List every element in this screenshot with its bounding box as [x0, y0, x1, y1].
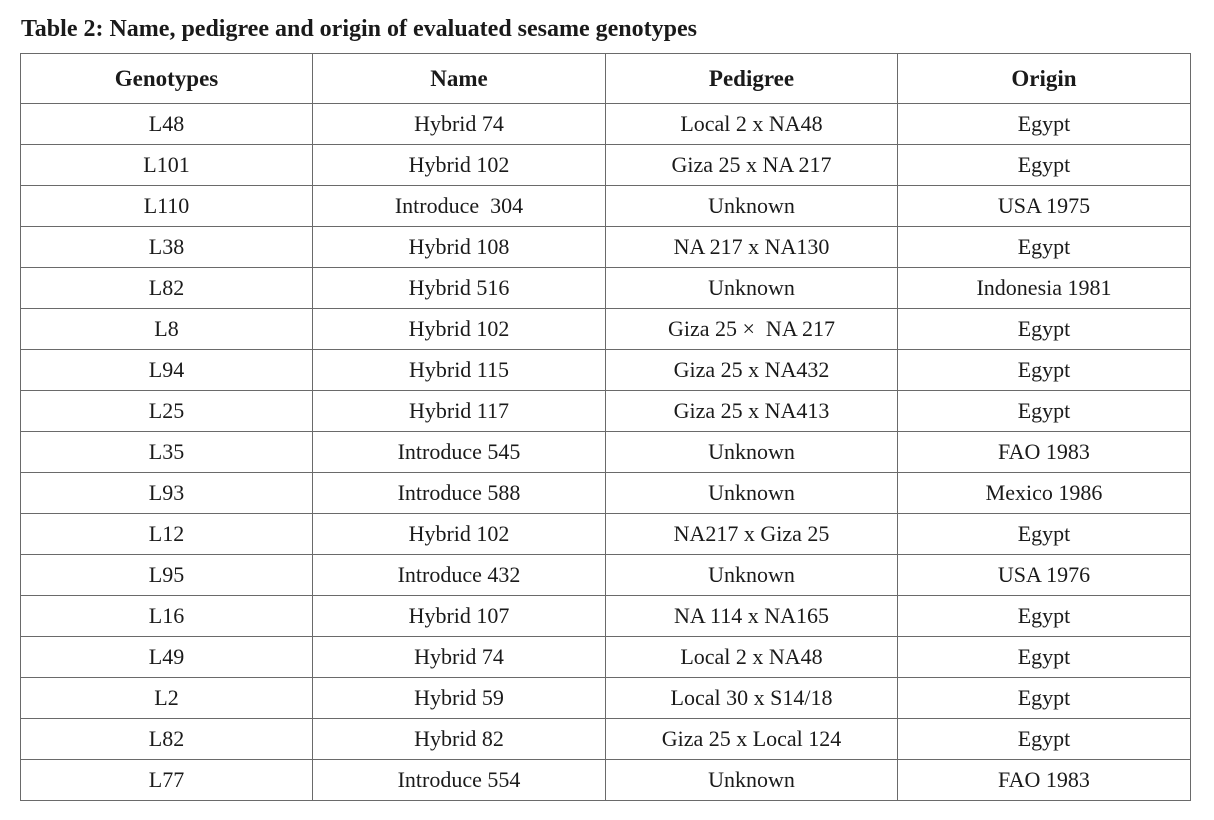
name-cell: Hybrid 74: [313, 637, 606, 678]
genotype-cell: L110: [21, 186, 313, 227]
pedigree-cell: NA 114 x NA165: [606, 596, 898, 637]
name-cell: Introduce 588: [313, 473, 606, 514]
origin-cell: Egypt: [898, 637, 1191, 678]
header-pedigree: Pedigree: [606, 54, 898, 104]
origin-cell: Mexico 1986: [898, 473, 1191, 514]
origin-cell: Egypt: [898, 391, 1191, 432]
origin-cell: Indonesia 1981: [898, 268, 1191, 309]
name-cell: Hybrid 102: [313, 309, 606, 350]
table-row: [21, 145, 1191, 186]
genotype-cell: L82: [21, 268, 313, 309]
genotype-cell: L94: [21, 350, 313, 391]
header-genotypes: Genotypes: [21, 54, 313, 104]
header-name: Name: [313, 54, 606, 104]
name-cell: Hybrid 516: [313, 268, 606, 309]
origin-cell: Egypt: [898, 596, 1191, 637]
genotype-cell: L95: [21, 555, 313, 596]
origin-cell: Egypt: [898, 514, 1191, 555]
table-row: [21, 391, 1191, 432]
table-body: [21, 104, 1191, 801]
genotype-cell: L101: [21, 145, 313, 186]
table-row: [21, 104, 1191, 145]
pedigree-cell: NA217 x Giza 25: [606, 514, 898, 555]
table-row: [21, 309, 1191, 350]
pedigree-cell: Giza 25 x NA432: [606, 350, 898, 391]
pedigree-cell: Unknown: [606, 186, 898, 227]
pedigree-cell: Giza 25 x NA 217: [606, 145, 898, 186]
origin-cell: USA 1975: [898, 186, 1191, 227]
genotype-cell: L16: [21, 596, 313, 637]
origin-cell: Egypt: [898, 145, 1191, 186]
pedigree-cell: Unknown: [606, 555, 898, 596]
name-cell: Introduce 554: [313, 760, 606, 801]
table-row: [21, 514, 1191, 555]
origin-cell: Egypt: [898, 227, 1191, 268]
name-cell: Hybrid 82: [313, 719, 606, 760]
table-row: [21, 719, 1191, 760]
table-row: [21, 432, 1191, 473]
genotype-cell: L38: [21, 227, 313, 268]
pedigree-cell: Unknown: [606, 268, 898, 309]
pedigree-cell: Unknown: [606, 760, 898, 801]
table-caption: Table 2: Name, pedigree and origin of evaluated sesame genotypes: [21, 16, 697, 42]
table-row: [21, 227, 1191, 268]
genotypes-table: [20, 53, 1191, 801]
table-row: [21, 268, 1191, 309]
pedigree-cell: Local 30 x S14/18: [606, 678, 898, 719]
name-cell: Hybrid 117: [313, 391, 606, 432]
name-cell: Introduce 304: [313, 186, 606, 227]
pedigree-cell: Local 2 x NA48: [606, 637, 898, 678]
origin-cell: Egypt: [898, 104, 1191, 145]
table-row: [21, 350, 1191, 391]
pedigree-cell: NA 217 x NA130: [606, 227, 898, 268]
header-origin: Origin: [898, 54, 1191, 104]
name-cell: Hybrid 115: [313, 350, 606, 391]
origin-cell: FAO 1983: [898, 760, 1191, 801]
table-row: [21, 555, 1191, 596]
table-row: [21, 596, 1191, 637]
header-row: [21, 54, 1191, 104]
genotype-cell: L25: [21, 391, 313, 432]
genotype-cell: L35: [21, 432, 313, 473]
pedigree-cell: Local 2 x NA48: [606, 104, 898, 145]
table-row: [21, 186, 1191, 227]
genotype-cell: L82: [21, 719, 313, 760]
pedigree-cell: Giza 25 × NA 217: [606, 309, 898, 350]
name-cell: Hybrid 108: [313, 227, 606, 268]
pedigree-cell: Unknown: [606, 432, 898, 473]
table-row: [21, 473, 1191, 514]
genotype-cell: L77: [21, 760, 313, 801]
name-cell: Hybrid 107: [313, 596, 606, 637]
genotype-cell: L8: [21, 309, 313, 350]
name-cell: Introduce 432: [313, 555, 606, 596]
name-cell: Hybrid 102: [313, 145, 606, 186]
genotype-cell: L49: [21, 637, 313, 678]
origin-cell: Egypt: [898, 309, 1191, 350]
origin-cell: Egypt: [898, 678, 1191, 719]
genotype-cell: L2: [21, 678, 313, 719]
genotype-cell: L93: [21, 473, 313, 514]
name-cell: Hybrid 74: [313, 104, 606, 145]
table-row: [21, 678, 1191, 719]
genotype-cell: L12: [21, 514, 313, 555]
origin-cell: FAO 1983: [898, 432, 1191, 473]
origin-cell: USA 1976: [898, 555, 1191, 596]
origin-cell: Egypt: [898, 350, 1191, 391]
genotype-cell: L48: [21, 104, 313, 145]
origin-cell: Egypt: [898, 719, 1191, 760]
pedigree-cell: Giza 25 x Local 124: [606, 719, 898, 760]
pedigree-cell: Giza 25 x NA413: [606, 391, 898, 432]
table-row: [21, 637, 1191, 678]
name-cell: Hybrid 59: [313, 678, 606, 719]
table-row: [21, 760, 1191, 801]
name-cell: Introduce 545: [313, 432, 606, 473]
name-cell: Hybrid 102: [313, 514, 606, 555]
pedigree-cell: Unknown: [606, 473, 898, 514]
